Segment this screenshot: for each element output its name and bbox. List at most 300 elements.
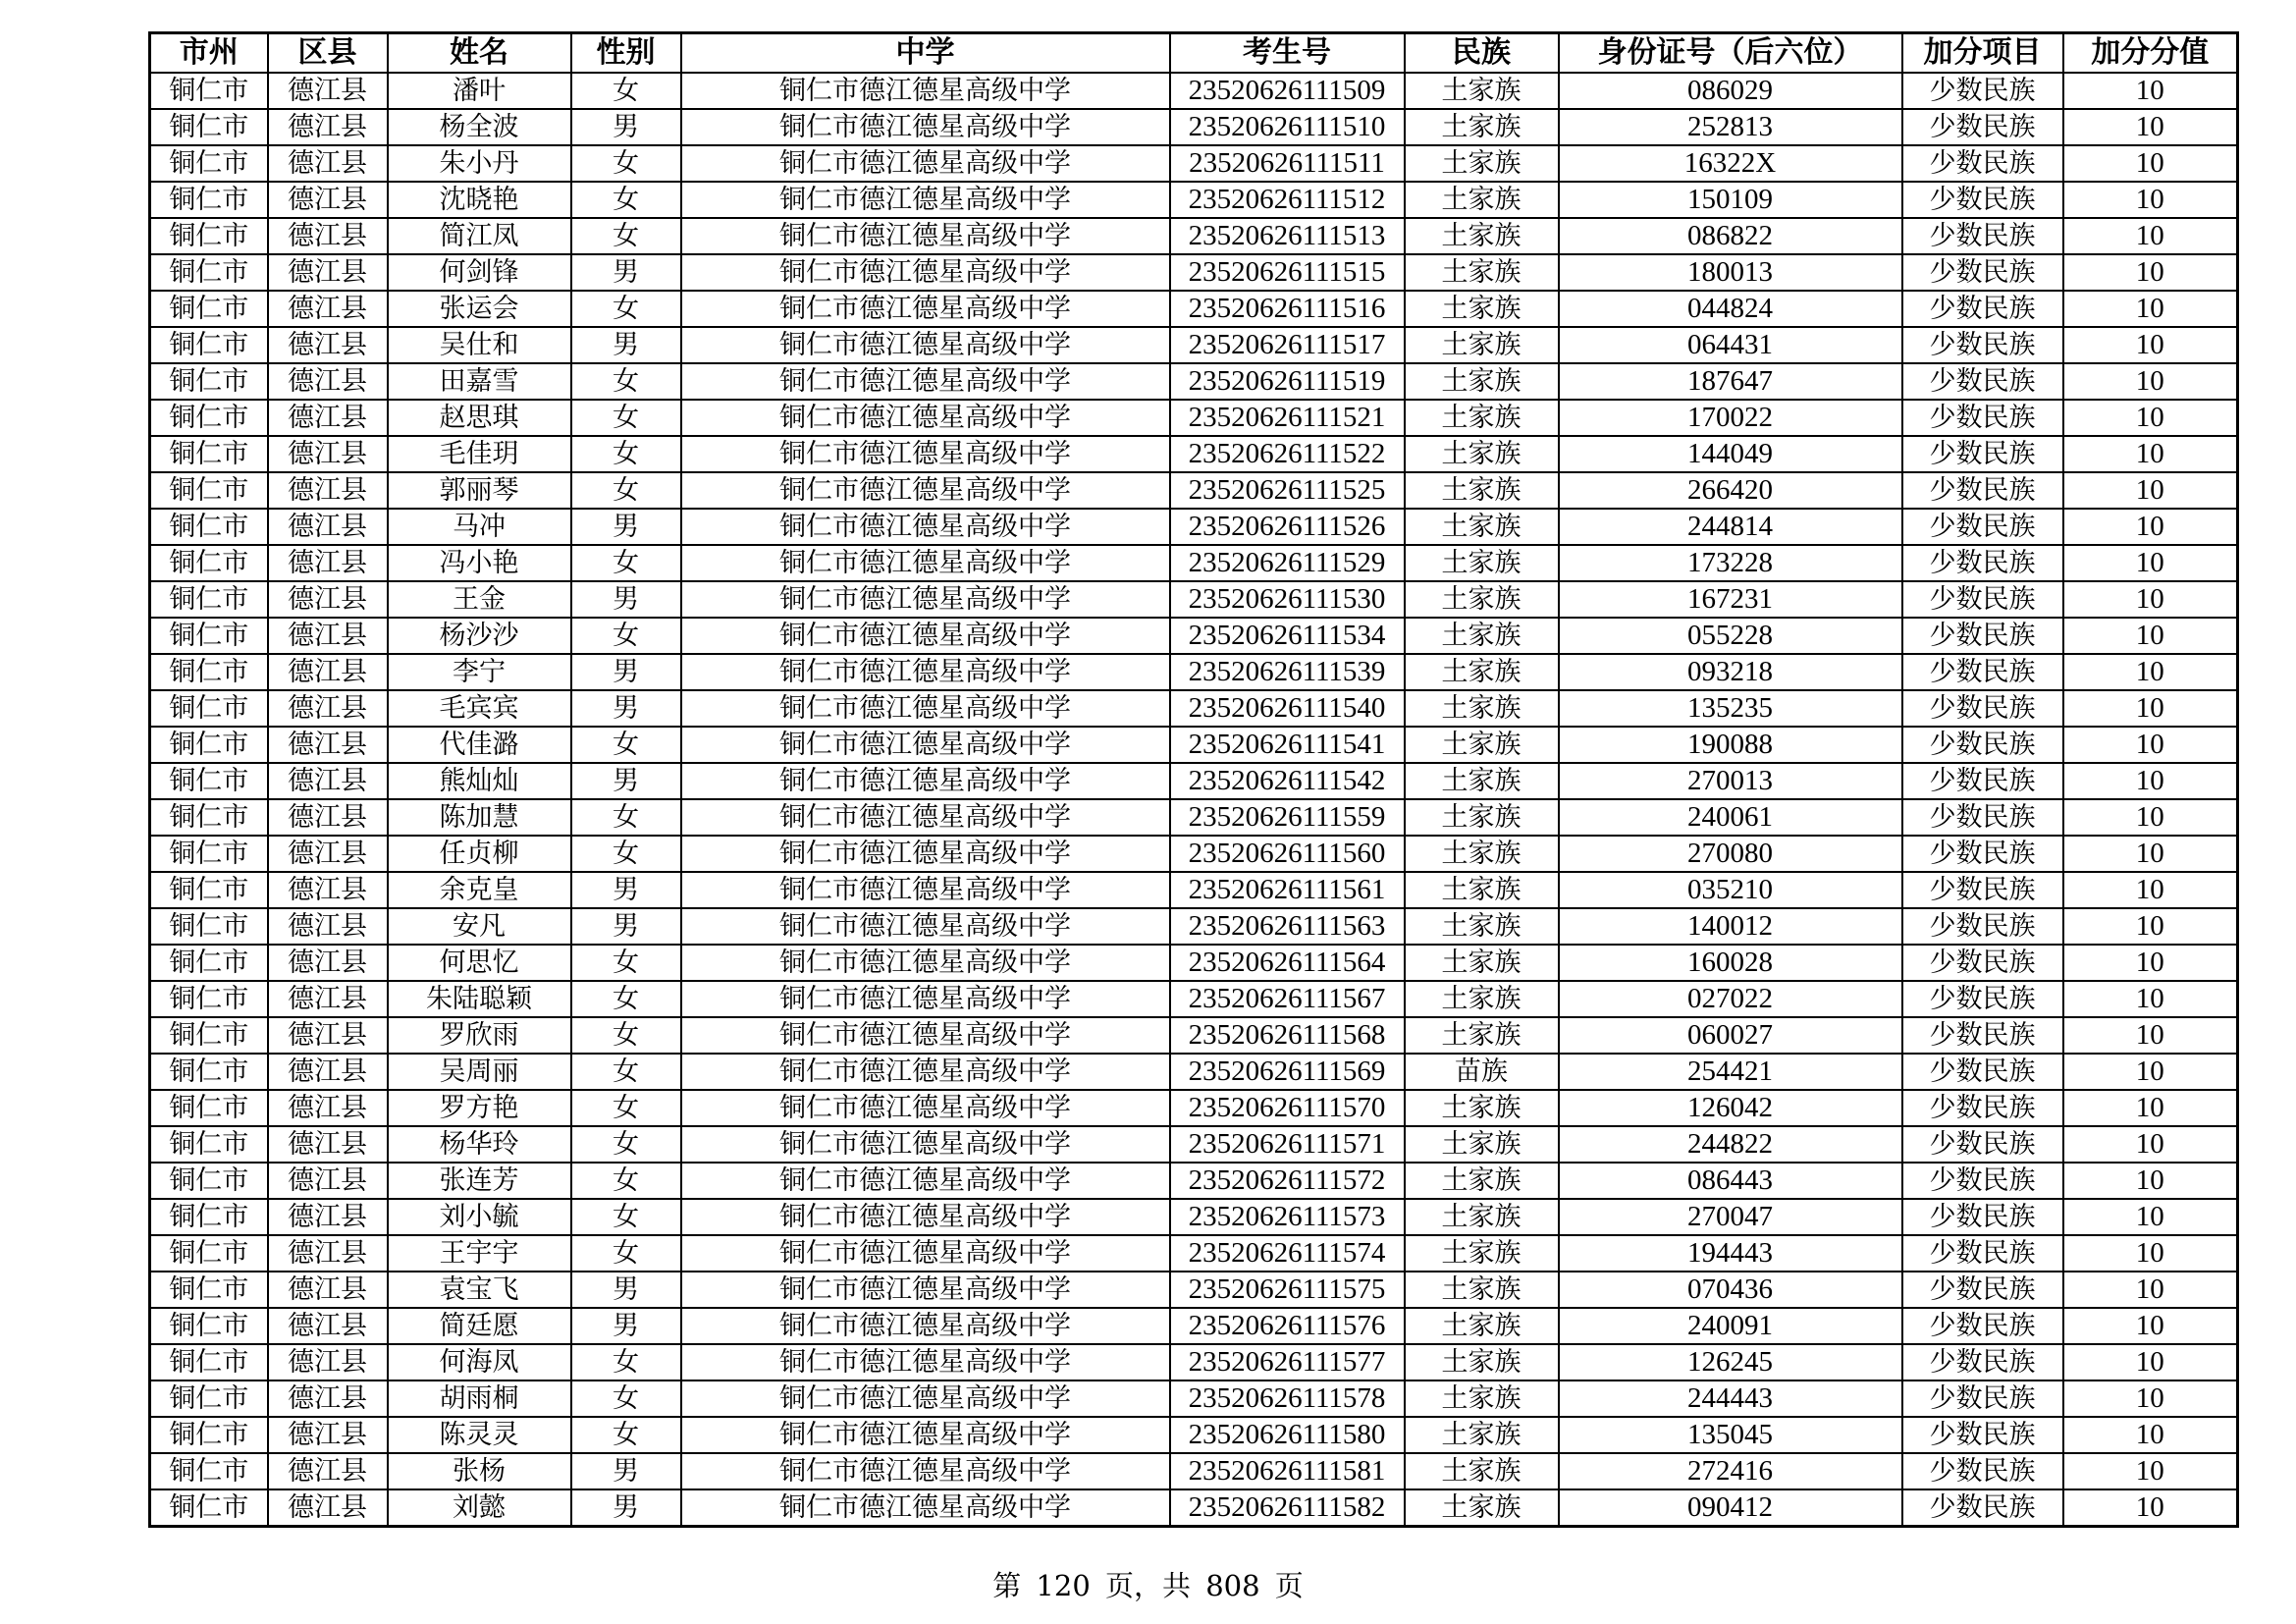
cell-ethnicity: 苗族 (1405, 1054, 1559, 1090)
cell-bonus-item: 少数民族 (1902, 1054, 2063, 1090)
cell-school: 铜仁市德江德星高级中学 (681, 1453, 1170, 1489)
cell-bonus-item: 少数民族 (1902, 1453, 2063, 1489)
cell-school: 铜仁市德江德星高级中学 (681, 799, 1170, 836)
cell-ethnicity: 土家族 (1405, 363, 1559, 400)
cell-exam-number: 23520626111542 (1170, 763, 1405, 799)
cell-id-last-six: 170022 (1559, 400, 1902, 436)
cell-exam-number: 23520626111509 (1170, 73, 1405, 109)
table-row (150, 1272, 2238, 1308)
cell-city: 铜仁市 (150, 654, 268, 690)
cell-school: 铜仁市德江德星高级中学 (681, 363, 1170, 400)
cell-school: 铜仁市德江德星高级中学 (681, 1163, 1170, 1199)
table-row (150, 908, 2238, 945)
cell-district: 德江县 (268, 1054, 388, 1090)
cell-name: 张连芳 (388, 1163, 571, 1199)
cell-name: 任贞柳 (388, 836, 571, 872)
cell-id-last-six: 126042 (1559, 1090, 1902, 1126)
cell-name: 王金 (388, 581, 571, 618)
cell-bonus-item: 少数民族 (1902, 690, 2063, 727)
cell-gender: 女 (571, 363, 681, 400)
cell-id-last-six: 086443 (1559, 1163, 1902, 1199)
cell-id-last-six: 070436 (1559, 1272, 1902, 1308)
cell-city: 铜仁市 (150, 1308, 268, 1344)
cell-school: 铜仁市德江德星高级中学 (681, 327, 1170, 363)
page-number: 第 120 页，共 808 页 (992, 1569, 1304, 1602)
table-row (150, 363, 2238, 400)
cell-bonus-value: 10 (2063, 1489, 2238, 1527)
cell-bonus-value: 10 (2063, 145, 2238, 182)
header-name: 姓名 (388, 33, 571, 74)
table-body (150, 73, 2238, 1527)
cell-bonus-item: 少数民族 (1902, 509, 2063, 545)
cell-exam-number: 23520626111513 (1170, 218, 1405, 254)
cell-name: 张杨 (388, 1453, 571, 1489)
bonus-points-table (148, 31, 2239, 1528)
cell-name: 袁宝飞 (388, 1272, 571, 1308)
cell-exam-number: 23520626111568 (1170, 1017, 1405, 1054)
cell-gender: 女 (571, 1163, 681, 1199)
table-row (150, 254, 2238, 291)
cell-exam-number: 23520626111560 (1170, 836, 1405, 872)
cell-ethnicity: 土家族 (1405, 908, 1559, 945)
cell-bonus-value: 10 (2063, 109, 2238, 145)
cell-bonus-value: 10 (2063, 654, 2238, 690)
cell-name: 吴仕和 (388, 327, 571, 363)
header-id-last-six: 身份证号（后六位） (1559, 33, 1902, 74)
cell-district: 德江县 (268, 436, 388, 472)
cell-gender: 男 (571, 109, 681, 145)
cell-district: 德江县 (268, 1308, 388, 1344)
cell-district: 德江县 (268, 908, 388, 945)
cell-ethnicity: 土家族 (1405, 690, 1559, 727)
cell-exam-number: 23520626111529 (1170, 545, 1405, 581)
header-city: 市州 (150, 33, 268, 74)
cell-city: 铜仁市 (150, 763, 268, 799)
cell-bonus-item: 少数民族 (1902, 799, 2063, 836)
cell-name: 马冲 (388, 509, 571, 545)
cell-ethnicity: 土家族 (1405, 145, 1559, 182)
cell-gender: 女 (571, 291, 681, 327)
cell-city: 铜仁市 (150, 109, 268, 145)
cell-city: 铜仁市 (150, 218, 268, 254)
table-row (150, 400, 2238, 436)
cell-exam-number: 23520626111526 (1170, 509, 1405, 545)
cell-bonus-value: 10 (2063, 1380, 2238, 1417)
cell-id-last-six: 064431 (1559, 327, 1902, 363)
cell-school: 铜仁市德江德星高级中学 (681, 945, 1170, 981)
cell-exam-number: 23520626111517 (1170, 327, 1405, 363)
cell-exam-number: 23520626111571 (1170, 1126, 1405, 1163)
cell-exam-number: 23520626111575 (1170, 1272, 1405, 1308)
cell-district: 德江县 (268, 981, 388, 1017)
cell-exam-number: 23520626111563 (1170, 908, 1405, 945)
cell-bonus-value: 10 (2063, 1017, 2238, 1054)
table-row (150, 1235, 2238, 1272)
cell-id-last-six: 244822 (1559, 1126, 1902, 1163)
cell-exam-number: 23520626111567 (1170, 981, 1405, 1017)
cell-district: 德江县 (268, 618, 388, 654)
cell-id-last-six: 150109 (1559, 182, 1902, 218)
cell-ethnicity: 土家族 (1405, 1090, 1559, 1126)
cell-school: 铜仁市德江德星高级中学 (681, 182, 1170, 218)
cell-exam-number: 23520626111574 (1170, 1235, 1405, 1272)
cell-ethnicity: 土家族 (1405, 400, 1559, 436)
cell-school: 铜仁市德江德星高级中学 (681, 1272, 1170, 1308)
cell-city: 铜仁市 (150, 1163, 268, 1199)
cell-ethnicity: 土家族 (1405, 1344, 1559, 1380)
cell-gender: 男 (571, 690, 681, 727)
cell-school: 铜仁市德江德星高级中学 (681, 1380, 1170, 1417)
cell-bonus-value: 10 (2063, 73, 2238, 109)
cell-bonus-item: 少数民族 (1902, 545, 2063, 581)
cell-id-last-six: 055228 (1559, 618, 1902, 654)
cell-city: 铜仁市 (150, 182, 268, 218)
cell-id-last-six: 240061 (1559, 799, 1902, 836)
cell-bonus-value: 10 (2063, 1417, 2238, 1453)
cell-gender: 女 (571, 836, 681, 872)
cell-exam-number: 23520626111516 (1170, 291, 1405, 327)
table-row (150, 1126, 2238, 1163)
cell-id-last-six: 144049 (1559, 436, 1902, 472)
cell-bonus-value: 10 (2063, 436, 2238, 472)
table-row (150, 327, 2238, 363)
cell-exam-number: 23520626111521 (1170, 400, 1405, 436)
cell-bonus-item: 少数民族 (1902, 218, 2063, 254)
cell-ethnicity: 土家族 (1405, 327, 1559, 363)
cell-name: 沈晓艳 (388, 182, 571, 218)
cell-school: 铜仁市德江德星高级中学 (681, 908, 1170, 945)
cell-bonus-item: 少数民族 (1902, 363, 2063, 400)
table-header (150, 33, 2238, 74)
table-row (150, 945, 2238, 981)
cell-district: 德江县 (268, 945, 388, 981)
cell-bonus-item: 少数民族 (1902, 145, 2063, 182)
cell-id-last-six: 272416 (1559, 1453, 1902, 1489)
cell-gender: 女 (571, 400, 681, 436)
cell-district: 德江县 (268, 1126, 388, 1163)
cell-district: 德江县 (268, 799, 388, 836)
cell-id-last-six: 240091 (1559, 1308, 1902, 1344)
cell-bonus-item: 少数民族 (1902, 1199, 2063, 1235)
cell-id-last-six: 244443 (1559, 1380, 1902, 1417)
cell-bonus-value: 10 (2063, 1163, 2238, 1199)
cell-school: 铜仁市德江德星高级中学 (681, 254, 1170, 291)
cell-exam-number: 23520626111540 (1170, 690, 1405, 727)
cell-id-last-six: 135235 (1559, 690, 1902, 727)
cell-city: 铜仁市 (150, 145, 268, 182)
cell-city: 铜仁市 (150, 981, 268, 1017)
header-district: 区县 (268, 33, 388, 74)
cell-district: 德江县 (268, 254, 388, 291)
cell-gender: 女 (571, 73, 681, 109)
cell-school: 铜仁市德江德星高级中学 (681, 836, 1170, 872)
cell-school: 铜仁市德江德星高级中学 (681, 1199, 1170, 1235)
cell-school: 铜仁市德江德星高级中学 (681, 1417, 1170, 1453)
cell-gender: 男 (571, 872, 681, 908)
cell-city: 铜仁市 (150, 472, 268, 509)
cell-id-last-six: 035210 (1559, 872, 1902, 908)
cell-city: 铜仁市 (150, 1235, 268, 1272)
cell-bonus-value: 10 (2063, 618, 2238, 654)
table-row (150, 436, 2238, 472)
cell-bonus-item: 少数民族 (1902, 1017, 2063, 1054)
cell-bonus-value: 10 (2063, 472, 2238, 509)
cell-school: 铜仁市德江德星高级中学 (681, 1344, 1170, 1380)
table-row (150, 836, 2238, 872)
cell-gender: 女 (571, 1380, 681, 1417)
table-row (150, 654, 2238, 690)
cell-city: 铜仁市 (150, 291, 268, 327)
cell-name: 罗欣雨 (388, 1017, 571, 1054)
cell-exam-number: 23520626111577 (1170, 1344, 1405, 1380)
header-row (150, 33, 2238, 74)
cell-name: 安凡 (388, 908, 571, 945)
table-row (150, 763, 2238, 799)
cell-ethnicity: 土家族 (1405, 254, 1559, 291)
cell-exam-number: 23520626111519 (1170, 363, 1405, 400)
cell-bonus-item: 少数民族 (1902, 908, 2063, 945)
cell-gender: 女 (571, 145, 681, 182)
cell-name: 潘叶 (388, 73, 571, 109)
cell-ethnicity: 土家族 (1405, 436, 1559, 472)
cell-gender: 男 (571, 908, 681, 945)
cell-city: 铜仁市 (150, 73, 268, 109)
cell-exam-number: 23520626111561 (1170, 872, 1405, 908)
cell-name: 毛佳玥 (388, 436, 571, 472)
cell-city: 铜仁市 (150, 254, 268, 291)
cell-name: 杨华玲 (388, 1126, 571, 1163)
cell-exam-number: 23520626111578 (1170, 1380, 1405, 1417)
header-bonus-value: 加分分值 (2063, 33, 2238, 74)
cell-gender: 女 (571, 1235, 681, 1272)
cell-name: 陈加慧 (388, 799, 571, 836)
cell-district: 德江县 (268, 291, 388, 327)
cell-city: 铜仁市 (150, 436, 268, 472)
table-row (150, 472, 2238, 509)
header-ethnicity: 民族 (1405, 33, 1559, 74)
cell-district: 德江县 (268, 218, 388, 254)
table-row (150, 145, 2238, 182)
cell-district: 德江县 (268, 1272, 388, 1308)
cell-id-last-six: 252813 (1559, 109, 1902, 145)
cell-id-last-six: 086822 (1559, 218, 1902, 254)
cell-bonus-item: 少数民族 (1902, 945, 2063, 981)
cell-city: 铜仁市 (150, 836, 268, 872)
cell-district: 德江县 (268, 581, 388, 618)
cell-gender: 女 (571, 1417, 681, 1453)
cell-district: 德江县 (268, 1489, 388, 1527)
cell-name: 李宁 (388, 654, 571, 690)
cell-id-last-six: 027022 (1559, 981, 1902, 1017)
table-row (150, 1054, 2238, 1090)
cell-exam-number: 23520626111515 (1170, 254, 1405, 291)
cell-name: 冯小艳 (388, 545, 571, 581)
cell-ethnicity: 土家族 (1405, 727, 1559, 763)
cell-ethnicity: 土家族 (1405, 981, 1559, 1017)
cell-id-last-six: 060027 (1559, 1017, 1902, 1054)
table-row (150, 1344, 2238, 1380)
cell-bonus-item: 少数民族 (1902, 1235, 2063, 1272)
cell-ethnicity: 土家族 (1405, 509, 1559, 545)
cell-school: 铜仁市德江德星高级中学 (681, 1235, 1170, 1272)
cell-district: 德江县 (268, 1017, 388, 1054)
cell-school: 铜仁市德江德星高级中学 (681, 981, 1170, 1017)
cell-name: 胡雨桐 (388, 1380, 571, 1417)
cell-exam-number: 23520626111525 (1170, 472, 1405, 509)
cell-bonus-value: 10 (2063, 1344, 2238, 1380)
table-row (150, 727, 2238, 763)
cell-bonus-value: 10 (2063, 1126, 2238, 1163)
cell-gender: 男 (571, 1489, 681, 1527)
cell-bonus-value: 10 (2063, 254, 2238, 291)
cell-bonus-value: 10 (2063, 1272, 2238, 1308)
cell-id-last-six: 266420 (1559, 472, 1902, 509)
cell-ethnicity: 土家族 (1405, 1126, 1559, 1163)
cell-name: 罗方艳 (388, 1090, 571, 1126)
cell-exam-number: 23520626111572 (1170, 1163, 1405, 1199)
cell-exam-number: 23520626111541 (1170, 727, 1405, 763)
cell-gender: 女 (571, 472, 681, 509)
cell-bonus-value: 10 (2063, 1308, 2238, 1344)
table-row (150, 799, 2238, 836)
cell-exam-number: 23520626111576 (1170, 1308, 1405, 1344)
cell-name: 吴周丽 (388, 1054, 571, 1090)
cell-bonus-item: 少数民族 (1902, 1417, 2063, 1453)
cell-name: 刘小毓 (388, 1199, 571, 1235)
cell-city: 铜仁市 (150, 1199, 268, 1235)
cell-gender: 男 (571, 254, 681, 291)
cell-id-last-six: 093218 (1559, 654, 1902, 690)
cell-school: 铜仁市德江德星高级中学 (681, 618, 1170, 654)
cell-bonus-item: 少数民族 (1902, 836, 2063, 872)
cell-school: 铜仁市德江德星高级中学 (681, 1126, 1170, 1163)
cell-ethnicity: 土家族 (1405, 218, 1559, 254)
cell-gender: 女 (571, 1199, 681, 1235)
cell-bonus-value: 10 (2063, 908, 2238, 945)
cell-bonus-value: 10 (2063, 581, 2238, 618)
cell-name: 何海凤 (388, 1344, 571, 1380)
cell-school: 铜仁市德江德星高级中学 (681, 145, 1170, 182)
cell-name: 熊灿灿 (388, 763, 571, 799)
header-school: 中学 (681, 33, 1170, 74)
cell-name: 陈灵灵 (388, 1417, 571, 1453)
header-bonus-item: 加分项目 (1902, 33, 2063, 74)
cell-school: 铜仁市德江德星高级中学 (681, 763, 1170, 799)
cell-id-last-six: 160028 (1559, 945, 1902, 981)
cell-district: 德江县 (268, 109, 388, 145)
cell-gender: 男 (571, 763, 681, 799)
cell-school: 铜仁市德江德星高级中学 (681, 472, 1170, 509)
cell-id-last-six: 270047 (1559, 1199, 1902, 1235)
header-gender: 性别 (571, 33, 681, 74)
cell-bonus-item: 少数民族 (1902, 981, 2063, 1017)
cell-bonus-item: 少数民族 (1902, 472, 2063, 509)
cell-ethnicity: 土家族 (1405, 1199, 1559, 1235)
cell-id-last-six: 167231 (1559, 581, 1902, 618)
cell-id-last-six: 244814 (1559, 509, 1902, 545)
cell-exam-number: 23520626111573 (1170, 1199, 1405, 1235)
cell-name: 王宇宇 (388, 1235, 571, 1272)
cell-name: 何思忆 (388, 945, 571, 981)
cell-district: 德江县 (268, 400, 388, 436)
table-row (150, 1199, 2238, 1235)
cell-bonus-value: 10 (2063, 763, 2238, 799)
cell-id-last-six: 16322X (1559, 145, 1902, 182)
cell-school: 铜仁市德江德星高级中学 (681, 1090, 1170, 1126)
cell-gender: 女 (571, 799, 681, 836)
cell-city: 铜仁市 (150, 1126, 268, 1163)
cell-bonus-item: 少数民族 (1902, 1126, 2063, 1163)
cell-district: 德江县 (268, 472, 388, 509)
table-row (150, 1017, 2238, 1054)
cell-exam-number: 23520626111559 (1170, 799, 1405, 836)
cell-bonus-item: 少数民族 (1902, 254, 2063, 291)
cell-district: 德江县 (268, 1090, 388, 1126)
cell-gender: 女 (571, 1054, 681, 1090)
table-row (150, 1163, 2238, 1199)
cell-gender: 女 (571, 618, 681, 654)
cell-name: 杨沙沙 (388, 618, 571, 654)
cell-gender: 女 (571, 218, 681, 254)
cell-city: 铜仁市 (150, 509, 268, 545)
cell-name: 刘懿 (388, 1489, 571, 1527)
cell-id-last-six: 135045 (1559, 1417, 1902, 1453)
cell-id-last-six: 090412 (1559, 1489, 1902, 1527)
cell-name: 郭丽琴 (388, 472, 571, 509)
cell-district: 德江县 (268, 690, 388, 727)
cell-gender: 女 (571, 981, 681, 1017)
cell-bonus-value: 10 (2063, 1054, 2238, 1090)
cell-gender: 女 (571, 1090, 681, 1126)
cell-gender: 男 (571, 1272, 681, 1308)
cell-bonus-item: 少数民族 (1902, 73, 2063, 109)
cell-city: 铜仁市 (150, 1380, 268, 1417)
cell-bonus-item: 少数民族 (1902, 400, 2063, 436)
cell-ethnicity: 土家族 (1405, 182, 1559, 218)
cell-district: 德江县 (268, 545, 388, 581)
cell-ethnicity: 土家族 (1405, 1163, 1559, 1199)
cell-exam-number: 23520626111564 (1170, 945, 1405, 981)
table-row (150, 981, 2238, 1017)
cell-bonus-value: 10 (2063, 509, 2238, 545)
cell-name: 何剑锋 (388, 254, 571, 291)
cell-id-last-six: 194443 (1559, 1235, 1902, 1272)
cell-ethnicity: 土家族 (1405, 799, 1559, 836)
cell-bonus-value: 10 (2063, 327, 2238, 363)
table-row (150, 1308, 2238, 1344)
cell-bonus-value: 10 (2063, 218, 2238, 254)
cell-school: 铜仁市德江德星高级中学 (681, 400, 1170, 436)
cell-district: 德江县 (268, 654, 388, 690)
cell-gender: 男 (571, 581, 681, 618)
table-row (150, 73, 2238, 109)
cell-city: 铜仁市 (150, 908, 268, 945)
cell-id-last-six: 180013 (1559, 254, 1902, 291)
cell-city: 铜仁市 (150, 1489, 268, 1527)
cell-name: 田嘉雪 (388, 363, 571, 400)
cell-bonus-value: 10 (2063, 1199, 2238, 1235)
cell-school: 铜仁市德江德星高级中学 (681, 509, 1170, 545)
cell-bonus-value: 10 (2063, 1090, 2238, 1126)
cell-district: 德江县 (268, 727, 388, 763)
cell-bonus-item: 少数民族 (1902, 581, 2063, 618)
cell-ethnicity: 土家族 (1405, 618, 1559, 654)
table-row (150, 872, 2238, 908)
cell-id-last-six: 190088 (1559, 727, 1902, 763)
cell-ethnicity: 土家族 (1405, 872, 1559, 908)
cell-gender: 男 (571, 654, 681, 690)
cell-school: 铜仁市德江德星高级中学 (681, 73, 1170, 109)
